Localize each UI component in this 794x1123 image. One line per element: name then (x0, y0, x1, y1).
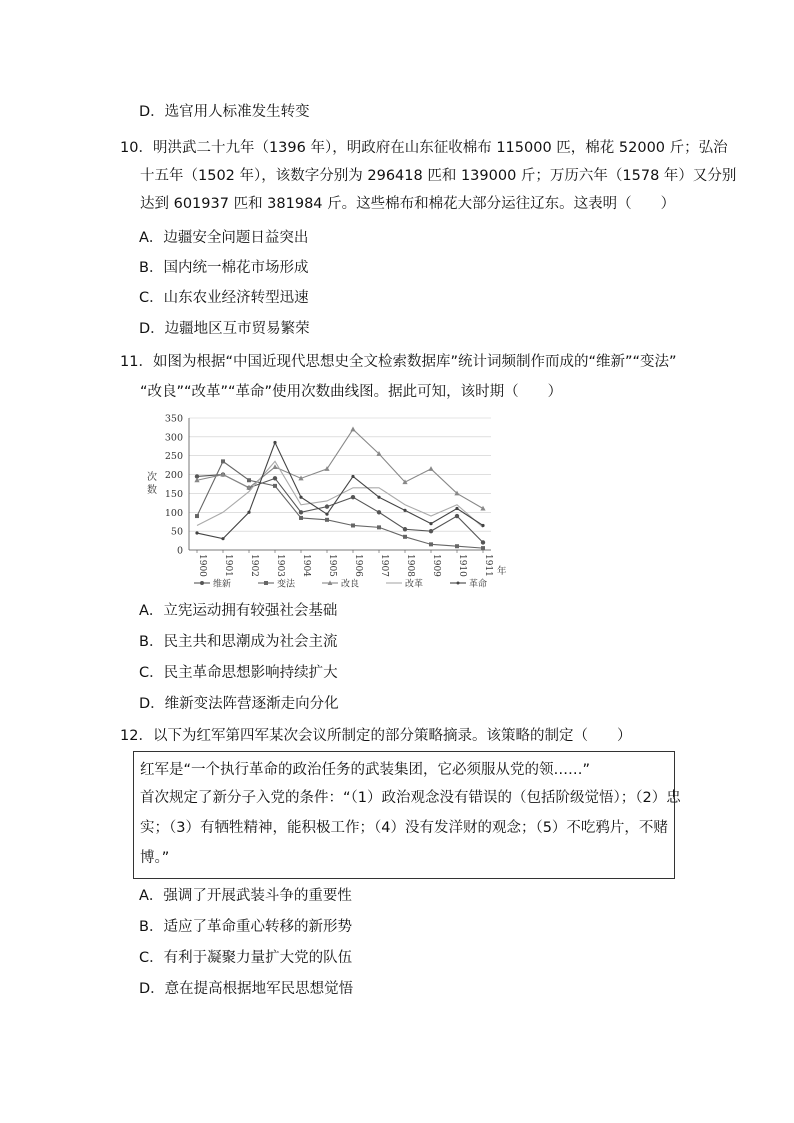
series-line (197, 443, 483, 539)
q12-option-d: D．意在提高根据地军民思想觉悟 (139, 981, 354, 997)
y-tick-label: 300 (164, 432, 183, 444)
y-tick-label: 100 (164, 507, 183, 519)
x-tick-label: 1906 (353, 554, 363, 577)
legend-label: 改良 (341, 579, 360, 590)
q10-stem-line-3: 达到 601937 匹和 381984 斤。这些棉布和棉花大部分运往辽东。这表明（ ） (140, 196, 676, 212)
y-tick-label: 150 (164, 488, 183, 500)
q12-option-a: A．强调了开展武装斗争的重要性 (139, 888, 352, 904)
data-point (325, 518, 329, 522)
q10-option-a: A．边疆安全问题日益突出 (139, 230, 309, 246)
data-point (377, 510, 381, 514)
x-tick-label: 1903 (275, 554, 285, 577)
data-point (299, 516, 303, 520)
q12-box-line-4: 博。” (140, 850, 170, 866)
x-tick-label: 1907 (379, 554, 389, 577)
series-line (197, 475, 483, 543)
q11-option-b: B．民主共和思潮成为社会主流 (139, 634, 338, 650)
data-point (377, 496, 380, 499)
y-tick-label: 50 (170, 526, 183, 538)
q12-box-line-3: 实；（3）有牺牲精神，能积极工作；（4）没有发洋财的观念；（5）不吃鸦片，不赌 (140, 820, 668, 836)
q10-stem-line-2: 十五年（1502 年），该数字分别为 296418 匹和 139000 斤；万历六年（1578 年）又分别 (140, 168, 737, 184)
data-point (273, 484, 277, 488)
data-point (455, 544, 459, 548)
q12-quote-box (133, 751, 681, 879)
y-tick-label: 250 (164, 451, 183, 463)
data-point (325, 504, 329, 508)
legend-label: 维新 (213, 579, 232, 590)
q10-option-c: C．山东农业经济转型迅速 (139, 290, 309, 306)
q11-stem-line-2: “改良”“改革”“革命”使用次数曲线图。据此可知，该时期（ ） (140, 384, 563, 400)
x-tick-label: 1908 (405, 554, 415, 577)
legend-label: 改革 (405, 579, 424, 590)
q10-stem-line-1: 10．明洪武二十九年（1396 年），明政府在山东征收棉布 115000 匹，棉花 52000 斤；弘治 (120, 140, 728, 156)
data-point (221, 537, 224, 540)
q11-stem-line-1: 11．如图为根据“中国近现代思想史全文检索数据库”统计词频制作而成的“维新”“变法” (120, 354, 677, 370)
data-point (299, 510, 303, 514)
data-point (351, 523, 355, 527)
data-point (247, 478, 251, 482)
x-tick-label: 1905 (327, 554, 337, 577)
chart-legend (194, 578, 487, 590)
data-point (403, 535, 407, 539)
data-point (455, 507, 458, 510)
data-point (247, 511, 250, 514)
y-tick-label: 0 (176, 545, 183, 557)
x-tick-label: 1900 (197, 554, 207, 577)
legend-marker (457, 582, 460, 585)
y-tick-label: 200 (164, 470, 183, 482)
q12-stem: 12．以下为红军第四军某次会议所制定的部分策略摘录。该策略的制定（ ） (120, 728, 632, 744)
data-point (428, 466, 433, 471)
q12-option-b: B．适应了革命重心转移的新形势 (139, 919, 352, 935)
data-point (273, 441, 276, 444)
data-point (325, 513, 328, 516)
data-point (299, 496, 302, 499)
data-point (403, 527, 407, 531)
series-改良 (194, 427, 485, 511)
q11-option-a: A．立宪运动拥有较强社会基础 (139, 603, 338, 619)
data-point (429, 529, 433, 533)
data-point (481, 524, 484, 527)
data-point (350, 427, 355, 432)
word-frequency-line-chart (139, 412, 514, 592)
data-point (195, 531, 198, 534)
q10-option-b: B．国内统一棉花市场形成 (139, 260, 309, 276)
chart-series (194, 427, 485, 551)
q10-option-d: D．边疆地区互市贸易繁荣 (139, 321, 310, 337)
x-tick-label: 1904 (301, 554, 311, 577)
q12-box-line-1: 红军是“一个执行革命的政治任务的武装集团，它必须服从党的领……” (140, 762, 591, 778)
q12-option-c: C．有利于凝聚力量扩大党的队伍 (139, 950, 353, 966)
legend-label: 变法 (277, 579, 296, 590)
y-tick-label: 350 (164, 413, 183, 425)
x-tick-label: 1911 (483, 554, 493, 577)
data-point (403, 509, 406, 512)
data-point (481, 546, 485, 550)
legend-label: 革命 (469, 579, 488, 590)
series-line (197, 429, 483, 508)
legend-marker (200, 581, 204, 585)
series-变法 (195, 459, 485, 550)
x-tick-label: 1909 (431, 554, 441, 577)
x-tick-label: 1901 (223, 554, 233, 577)
q11-option-c: C．民主革命思想影响持续扩大 (139, 665, 338, 681)
series-维新 (195, 472, 485, 544)
data-point (480, 506, 485, 511)
x-tick-label: 1910 (457, 554, 467, 577)
data-point (221, 459, 225, 463)
data-point (429, 542, 433, 546)
data-point (377, 525, 381, 529)
chart-axes (147, 414, 507, 578)
legend-marker (264, 581, 268, 585)
data-point (273, 476, 277, 480)
q9-option-d: D．选官用人标准发生转变 (139, 104, 310, 120)
q11-option-d: D．维新变法阵营逐渐走向分化 (139, 696, 339, 712)
data-point (481, 540, 485, 544)
data-point (455, 514, 459, 518)
data-point (351, 475, 354, 478)
y-axis-label: 次 (147, 472, 157, 483)
data-point (195, 514, 199, 518)
y-axis-label: 数 (147, 485, 157, 496)
q12-box-line-2: 首次规定了新分子入党的条件：“（1）政治观念没有错误的（包括阶级觉悟）；（2）忠 (140, 790, 681, 806)
data-point (351, 495, 355, 499)
data-point (429, 522, 432, 525)
x-tick-label: 1902 (249, 554, 259, 577)
x-axis-unit: 年 (497, 566, 507, 577)
